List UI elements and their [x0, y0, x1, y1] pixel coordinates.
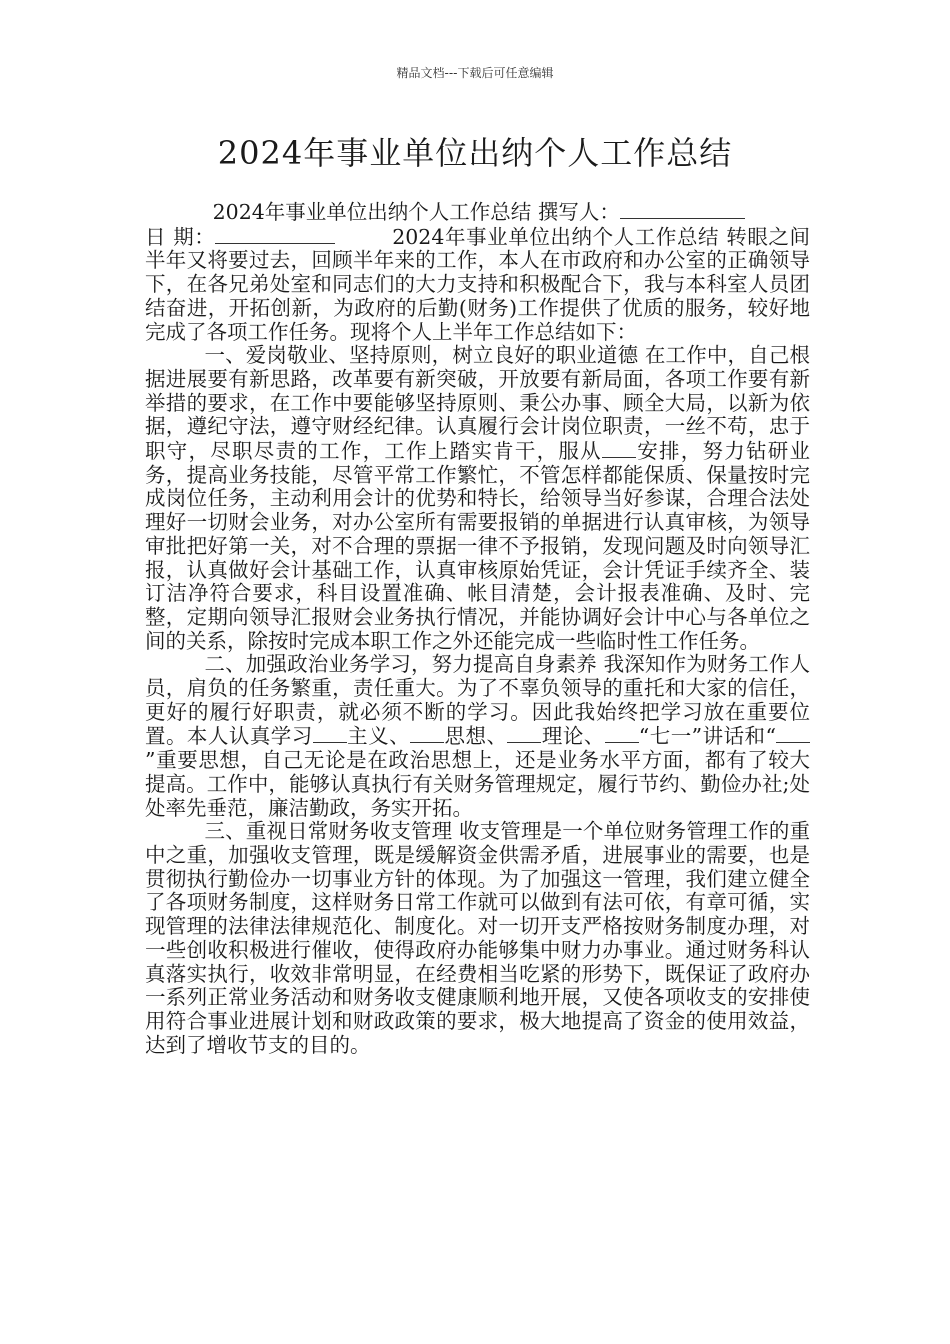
- section2-paragraph: [145, 653, 810, 820]
- section2-text-e: “七一”讲话和“: [638, 724, 776, 749]
- date-label: 日 期：: [145, 224, 216, 249]
- document-title: 2024年事业单位出纳个人工作总结: [217, 134, 733, 172]
- section2-blank-1: [313, 724, 347, 743]
- section2-text-f: ”重要思想，自己无论是在政治思想上，还是业务水平方面，都有了较大提高。工作中，能够认真执行有关财务管理规定，履行节约、勤俭办社;处处率先垂范，廉洁勤政，务实开拓。: [145, 748, 810, 820]
- section2-text-b: 主义、: [346, 724, 411, 749]
- section2-blank-3: [507, 724, 541, 743]
- section2-text-d: 理论、: [541, 724, 605, 749]
- intro-paragraph: [145, 225, 810, 345]
- author-line-text: 2024年事业单位出纳个人工作总结 撰写人：: [212, 200, 620, 224]
- section3-paragraph: 三、重视日常财务收支管理 收支管理是一个单位财务管理工作的重中之重，加强收支管理，既是缓解资金供需矛盾，进展事业的需要，也是贯彻执行勤俭办一切事业方针的体现。为了加强这一管理，我们建立健全了各项财务制度，这样财务日常工作就可以做到有法可依，有章可循，实现管理的法律法律规范化、制度化。对一切开支严格按财务制度办理，对一些创收积极进行催收，使得政府办能够集中财力办事业。通过财务科认真落实执行，收效非常明显，在经费相当吃紧的形势下，既保证了政府办一系列正常业务活动和财务收支健康顺利地开展，又使各项收支的安排使用符合事业进展计划和财政政策的要求，极大地提高了资金的使用效益，达到了增收节支的目的。: [145, 819, 810, 1057]
- section1-paragraph: [145, 344, 810, 653]
- section2-text-a: 二、加强政治业务学习，努力提高自身素养 我深知作为财务工作人员，肩负的任务繁重，责任重大。为了不辜负领导的重托和大家的信任，更好的履行好职责，就必须不断的学习。因此我始终把学习放在重要位置。本人认真学习: [145, 652, 810, 749]
- author-blank: [620, 200, 745, 219]
- section2-blank-4: [605, 724, 639, 743]
- section1-text-a: 一、爱岗敬业、坚持原则，树立良好的职业道德 在工作中，自己根据进展要有新思路，改革要有新突破，开放要有新局面，各项工作要有新举措的要求，在工作中要能够坚持原则、秉公办事、顾全大局，以新为依据，遵纪守法，遵守财经纪律。认真履行会计岗位职责，一丝不苟，忠于职守，尽职尽责的工作，工作上踏实肯干，服从: [145, 343, 810, 464]
- author-line: [145, 200, 810, 225]
- document-body: [145, 200, 810, 1057]
- section1-blank: [602, 439, 636, 458]
- intro-text: 2024年事业单位出纳个人工作总结 转眼之间半年又将要过去，回顾半年来的工作，本人在市政府和办公室的正确领导下，在各兄弟处室和同志们的大力支持和积极配合下，我与本科室人员团结奋进，开拓创新，为政府的后勤(财务)工作提供了优质的服务，较好地完成了各项工作任务。现将个人上半年工作总结如下：: [145, 224, 810, 344]
- section1-text-b: 安排，努力钻研业务，提高业务技能，尽管平常工作繁忙，不管怎样都能保质、保量按时完成岗位任务，主动利用会计的优势和特长，给领导当好参谋，合理合法处理好一切财会业务，对办公室所有需要报销的单据进行认真审核，为领导审批把好第一关，对不合理的票据一律不予报销，发现问题及时向领导汇报，认真做好会计基础工作，认真审核原始凭证，会计凭证手续齐全、装订洁净符合要求，科目设置准确、帐目清楚，会计报表准确、及时、完整，定期向领导汇报财会业务执行情况，并能协调好会计中心与各单位之间的关系，除按时完成本职工作之外还能完成一些临时性工作任务。: [145, 439, 811, 653]
- date-blank: [215, 225, 335, 244]
- section2-blank-5: [776, 724, 810, 743]
- section2-blank-2: [410, 724, 444, 743]
- page-header-watermark: 精品文档---下载后可任意编辑: [396, 66, 554, 80]
- section2-text-c: 思想、: [444, 724, 508, 749]
